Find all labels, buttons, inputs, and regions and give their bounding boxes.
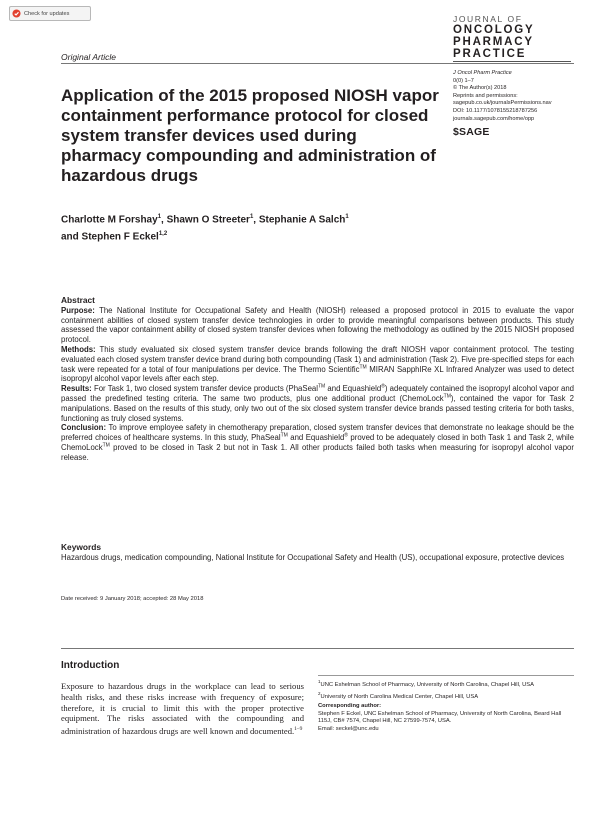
registered-mark: ® <box>344 432 348 439</box>
affiliation-1 <box>318 678 574 690</box>
conclusion-label: Conclusion: <box>61 423 107 433</box>
conclusion-text: and Equashield <box>287 433 345 443</box>
abstract-methods <box>61 345 574 384</box>
abstract-heading: Abstract <box>61 295 95 305</box>
meta-journal-name: J Oncol Pharm Practice <box>453 70 512 76</box>
introduction-text: Exposure to hazardous drugs in the workplace can lead to serious health risks, and these risks increase with frequency of exposure; therefore, it is crucial to limit this with the proper protective equipment. The risks associated with the compounding and administration of hazardous drugs are well known and documented. <box>61 681 304 737</box>
methods-text: This study evaluated six closed system transfer device brands following the draft NIOSH vapor containment protocol. The testing evaluated each closed system transfer device brand during both compounding (Task 1) and administration (Task 2). Five pre-specified steps for each task were repeated for a total of four manipulations per device. The Thermo Scientific <box>61 344 574 374</box>
author-name: and Stephen F Eckel <box>61 231 159 243</box>
affiliation-sup: 1 <box>318 679 321 684</box>
author-affiliation-sup: 1 <box>249 214 254 220</box>
check-for-updates-badge[interactable] <box>9 6 91 21</box>
results-text: ), contained the vapor for Task 2 manipulations. Based on the results of this study, only two out of the six closed system transfer device brands passed testing criteria for both tasks, functioning as truly closed systems. <box>61 393 574 423</box>
trademark-mark: TM <box>102 442 110 449</box>
journal-line-2: ONCOLOGY <box>453 24 535 36</box>
meta-copyright: © The Author(s) 2018 <box>453 85 507 92</box>
meta-doi[interactable]: DOI: 10.1177/1078155218787256 <box>453 107 538 114</box>
affiliation-text: UNC Eshelman School of Pharmacy, University of North Carolina, Chapel Hill, USA <box>320 681 535 688</box>
purpose-text: The National Institute for Occupational Safety and Health (NIOSH) released a proposed protocol in 2015 to evaluate the vapor containment abilities of closed system transfer device technologies in order to provide meaningful comparisons between products. This study assessed the vapor containment ability of closed system transfer devices when following the methodology as outlined by the 2015 NIOSH proposed protocol. <box>61 305 574 345</box>
author-name: Stephanie A Salch <box>258 214 346 226</box>
meta-pages: 0(0) 1–7 <box>453 77 474 84</box>
conclusion-text: proved to be adequately closed in both Task 1 and Task 2, while ChemoLock <box>61 433 574 452</box>
sage-logo: $SAGE <box>453 126 490 139</box>
abstract-purpose <box>61 306 574 345</box>
keywords-text: Hazardous drugs, medication compounding, National Institute for Occupational Safety and Health (US), occupational exposure, protective devices <box>61 552 565 562</box>
journal-masthead <box>453 14 573 62</box>
corresponding-author-email[interactable]: Email: seckel@unc.edu <box>318 725 379 732</box>
meta-reprints-label: Reprints and permissions: <box>453 92 518 99</box>
affiliation-rule <box>318 675 574 676</box>
affiliations <box>318 675 574 733</box>
introduction-paragraph <box>61 681 304 737</box>
article-meta <box>453 70 578 138</box>
affiliation-sup: 2 <box>318 690 321 696</box>
results-text: For Task 1, two closed system transfer device products (PhaSeal <box>93 384 318 394</box>
trademark-mark: TM <box>443 393 451 400</box>
author-list <box>61 210 441 245</box>
check-for-updates-label: Check for updates <box>24 10 70 17</box>
abstract <box>61 296 574 463</box>
abstract-conclusion <box>61 423 574 462</box>
results-text: ) adequately contained the isopropyl alcohol vapor and passed the predefined testing criteria. The same two products, plus one additional product (ChemoLock <box>61 384 574 403</box>
results-text: and Equashield <box>325 384 382 394</box>
conclusion-text: To improve employee safety in chemotherapy preparation, closed system transfer devices that demonstrate no leakage should be the preferred choices of healthcare systems. In this study, PhaSeal <box>61 423 574 443</box>
article-type: Original Article <box>61 52 116 62</box>
article-title: Application of the 2015 proposed NIOSH vapor containment performance protocol for closed system transfer devices used during pharmacy compounding and administration of hazardous drugs <box>61 86 439 185</box>
author-affiliation-sup: 1 <box>345 214 349 220</box>
author-separator: , <box>161 214 167 226</box>
purpose-label: Purpose: <box>61 305 95 315</box>
meta-reprints-link[interactable]: sagepub.co.uk/journalsPermissions.nav <box>453 100 552 107</box>
affiliation-2 <box>318 690 574 702</box>
author-affiliation-sup: 1 <box>157 214 162 220</box>
trademark-mark: TM <box>359 363 367 370</box>
keywords <box>61 543 574 563</box>
citation-sup[interactable]: 1–9 <box>294 726 303 733</box>
check-for-updates-icon <box>12 9 21 18</box>
section-divider <box>61 648 574 649</box>
masthead-rule <box>453 61 571 62</box>
journal-line-3: PHARMACY <box>453 36 534 48</box>
author-separator: , <box>253 214 259 226</box>
registered-mark: ® <box>381 383 385 390</box>
corresponding-author-text: Stephen F Eckel, UNC Eshelman School of Pharmacy, University of North Carolina, Beard Hall 115J, CB# 7574, Chapel Hill, NC 27599-7574, USA. <box>318 710 562 725</box>
header-divider <box>61 63 574 64</box>
abstract-results <box>61 384 574 423</box>
date-received: Date received: 9 January 2018; accepted: 28 May 2018 <box>61 596 204 602</box>
trademark-mark: TM <box>318 383 326 390</box>
corresponding-author-heading: Corresponding author: <box>318 703 382 710</box>
methods-text: MIRAN SapphIRe XL Infrared Analyzer was used to detect isopropyl alcohol vapor levels after each step. <box>61 364 574 384</box>
methods-label: Methods: <box>61 344 96 354</box>
author-name: Charlotte M Forshay <box>61 214 158 226</box>
author-name: Shawn O Streeter <box>166 214 250 226</box>
conclusion-text: proved to be closed in Task 2 but not in Task 1. All other products failed both tasks when measuring for isopropyl alcohol vapor release. <box>61 442 574 462</box>
affiliation-text: University of North Carolina Medical Center, Chapel Hill, USA <box>320 693 479 700</box>
introduction-heading: Introduction <box>61 660 120 671</box>
keywords-heading: Keywords <box>61 542 102 552</box>
author-affiliation-sup: 1,2 <box>158 231 168 238</box>
sage-logo-text: SAGE <box>459 126 490 139</box>
trademark-mark: TM <box>280 432 288 439</box>
journal-line-1: JOURNAL OF <box>453 14 523 24</box>
journal-line-4: PRACTICE <box>453 48 527 60</box>
meta-home-link[interactable]: journals.sagepub.com/home/opp <box>453 115 535 122</box>
results-label: Results: <box>61 384 92 394</box>
